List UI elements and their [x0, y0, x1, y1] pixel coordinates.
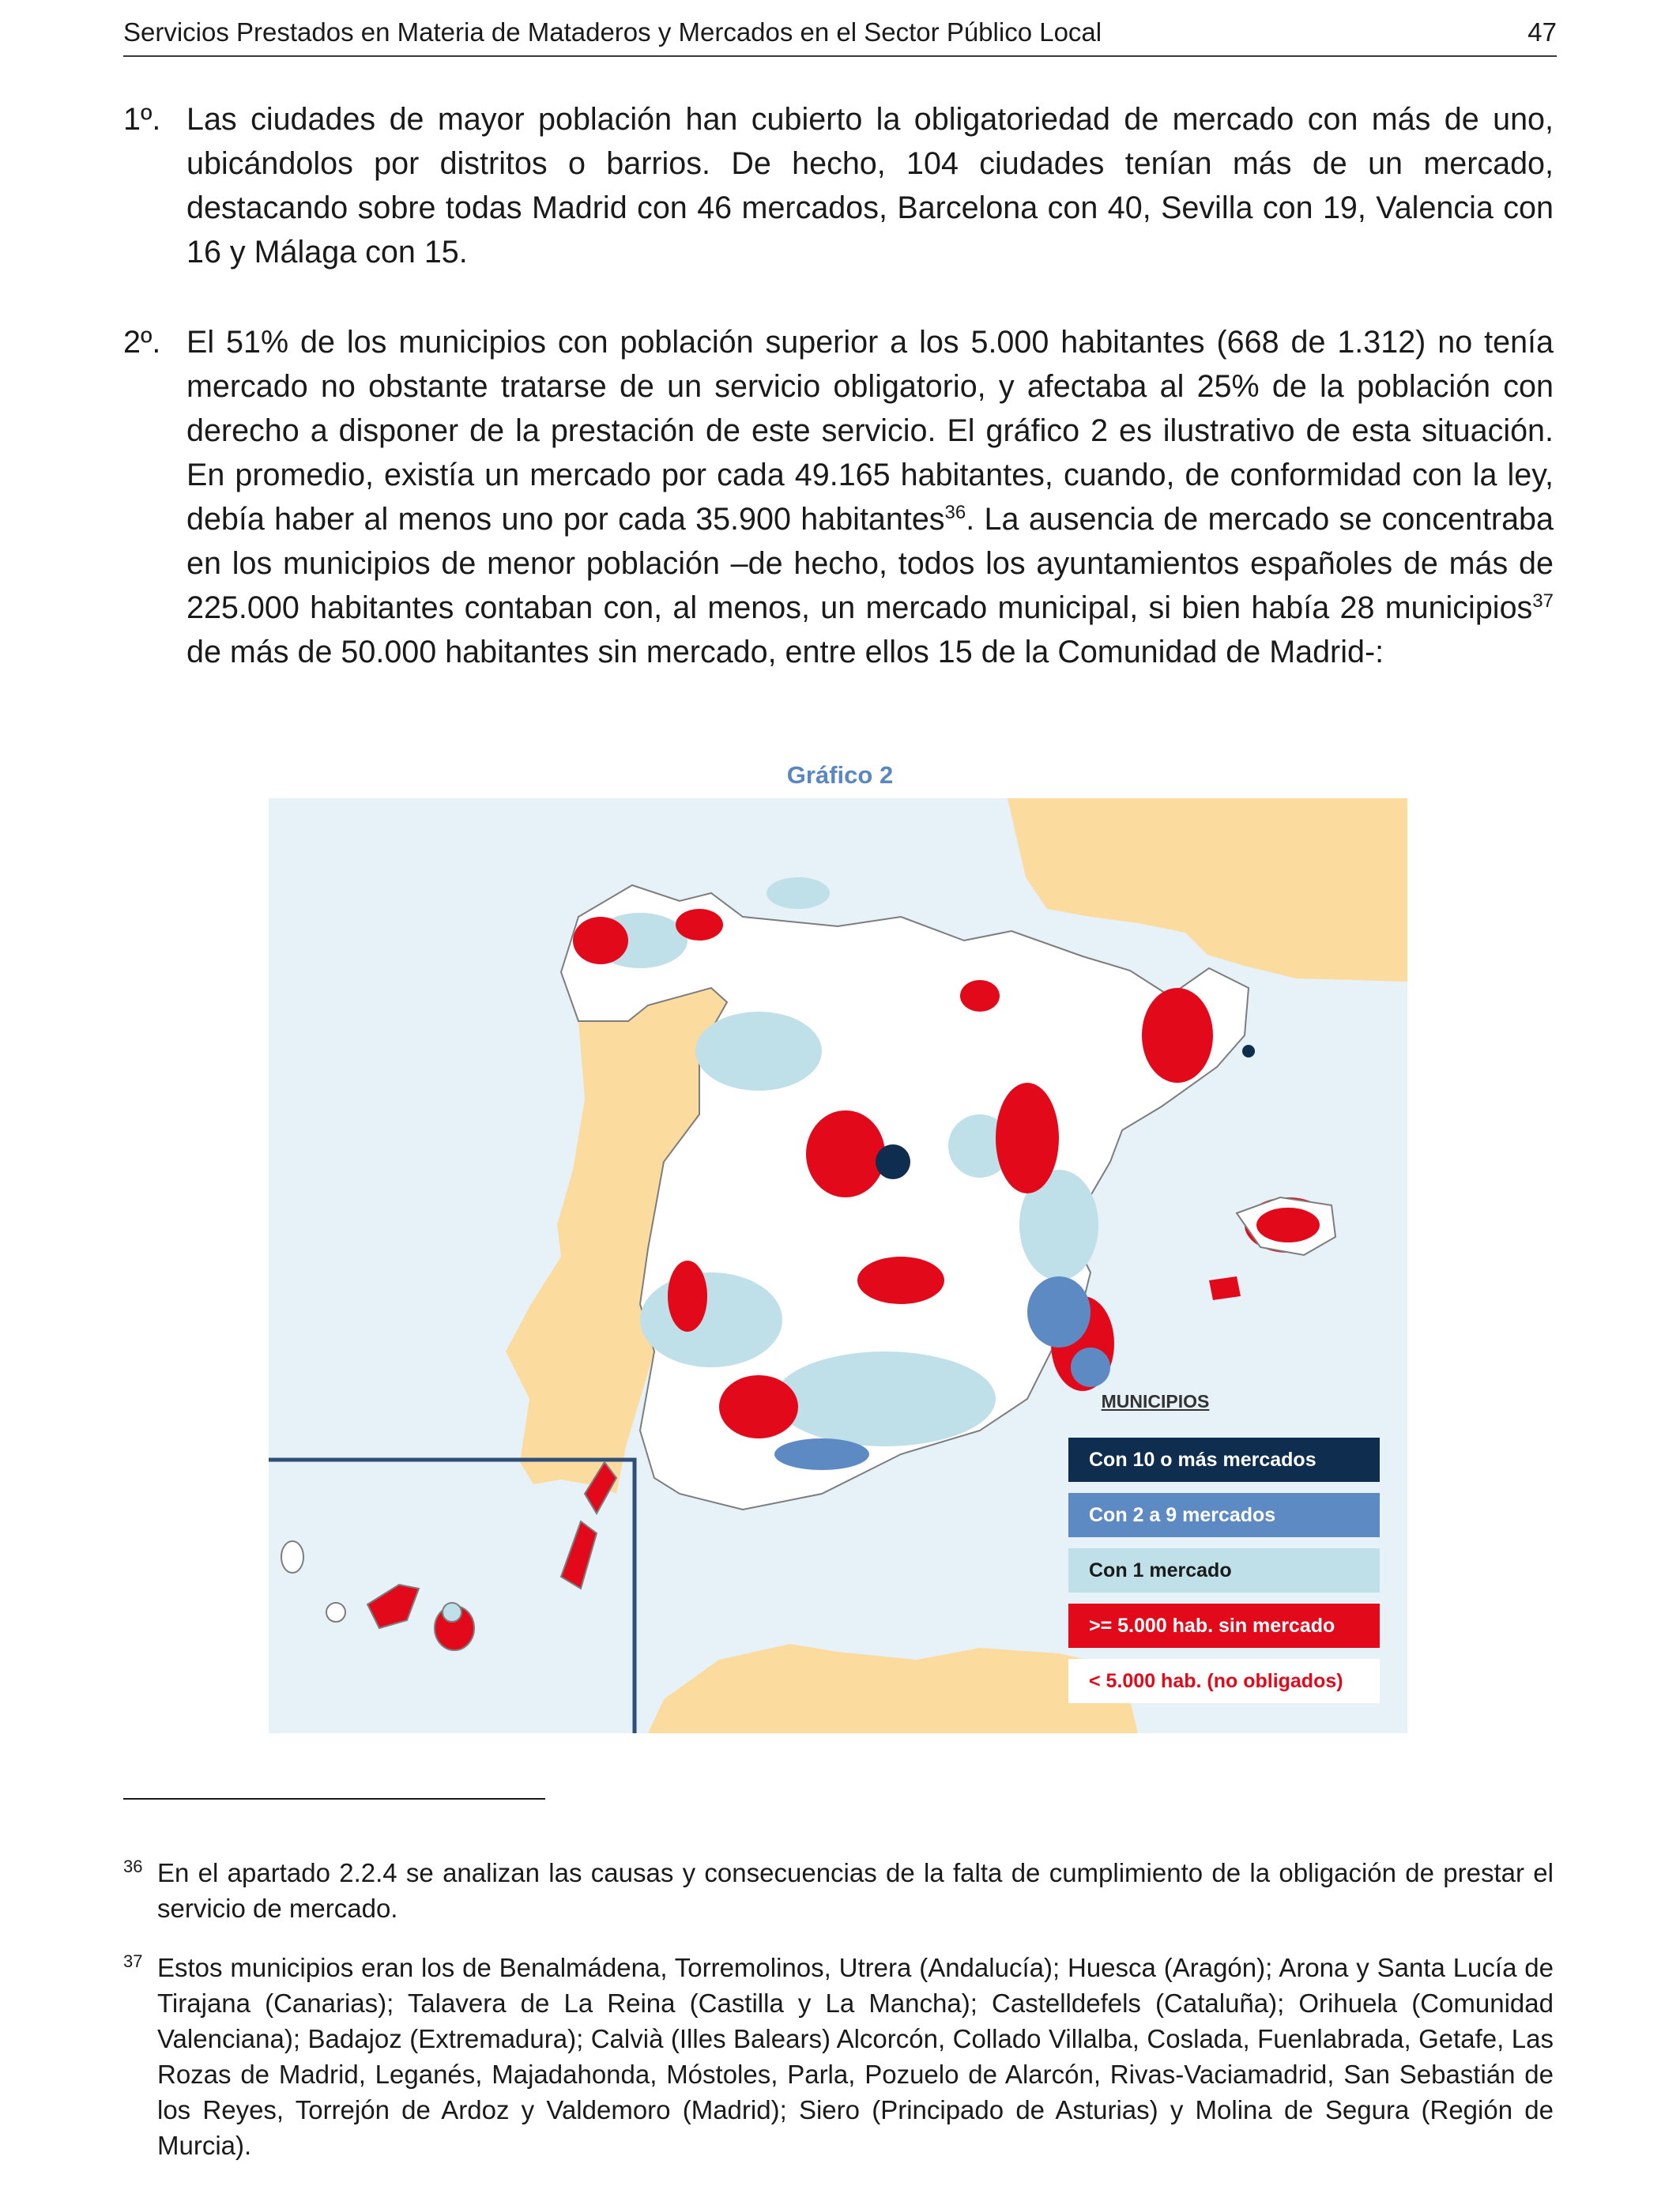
page-number: 47	[1527, 17, 1557, 47]
legend-title: MUNICIPIOS	[1101, 1391, 1210, 1412]
legend-item-not-obliged: < 5.000 hab. (no obligados)	[1068, 1659, 1380, 1703]
footnote-text: Estos municipios eran los de Benalmádena, Torremolinos, Utrera (Andalucía); Huesca (Aragón); Arona y Santa Lucía de Tirajana (Canarias); Talavera de La Reina (Castilla y La Mancha); Castelldefels (Cataluña); Orihuela (Comunidad Valenciana); Badajoz (Extremadura); Calvià (Illes Balears) Alcorcón, Collado Villalba, Coslada, Fuenlabrada, Getafe, Las Rozas de Madrid, Leganés, Majadahonda, Móstoles, Parla, Pozuelo de Alarcón, Rivas-Vaciamadrid, San Sebastián de los Reyes, Torrejón de Ardoz y Valdemoro (Madrid); Siero (Principado de Asturias) y Molina de Segura (Región de Murcia).	[157, 1953, 1554, 2160]
header-title: Servicios Prestados en Materia de Mataderos y Mercados en el Sector Público Local	[123, 17, 1102, 47]
figure-title: Gráfico 2	[786, 761, 894, 789]
legend-item-no-market: >= 5.000 hab. sin mercado	[1068, 1604, 1380, 1648]
balearic-no-market	[1256, 1208, 1320, 1242]
footnote-text: En el apartado 2.2.4 se analizan las causas y consecuencias de la falta de cumplimiento de la obligación de prestar el servicio de mercado.	[157, 1858, 1554, 1923]
paragraph-number: 2º.	[123, 325, 161, 360]
footnote-number: 37	[123, 1951, 143, 1971]
paragraph-1	[123, 97, 1554, 274]
legend-item-2-to-9-markets: Con 2 a 9 mercados	[1068, 1493, 1380, 1537]
paragraph-text: Las ciudades de mayor población han cubierto la obligatoriedad de mercado con más de uno, ubicándolos por distritos o barrios. De hecho, 104 ciudades tenían más de un mercado, destacando sobre todas Madrid con 46 mercados, Barcelona con 40, Sevilla con 19, Valencia con 16 y Málaga con 15.	[186, 102, 1554, 270]
legend-item-10-plus-markets: Con 10 o más mercados	[1068, 1438, 1380, 1482]
legend-item-1-market: Con 1 mercado	[1068, 1548, 1380, 1593]
paragraph-text-part: de más de 50.000 habitantes sin mercado, entre ellos 15 de la Comunidad de Madrid-:	[186, 635, 1384, 669]
page-header	[123, 14, 1557, 57]
paragraph-text-part: El 51% de los municipios con población superior a los 5.000 habitantes (668 de 1.312) no tenía mercado no obstante tratarse de un servicio obligatorio, y afectaba al 25% de la población con derecho a disponer de la prestación de este servicio. El gráfico 2 es ilustrativo de esta situación. En promedio, existía un mercado por cada 49.165 habitantes, cuando, de conformidad con la ley, debía haber al menos uno por cada 35.900 habitantes	[186, 325, 1554, 537]
footnote-37	[123, 1950, 1554, 2163]
footnote-number: 36	[123, 1857, 143, 1876]
ibiza	[1209, 1276, 1241, 1300]
map-legend	[1068, 1391, 1380, 1714]
paragraph-2	[123, 320, 1554, 674]
footnote-36	[123, 1855, 1554, 1926]
footnote-separator	[123, 1798, 545, 1800]
paragraph-text	[186, 320, 1554, 674]
paragraph-text-part: . La ausencia de mercado se concentraba en los municipios de menor población –de hecho, todos los ayuntamientos españoles de más de 225.000 habitantes contaban con, al menos, un mercado municipal, si bien había 28 municipios	[186, 502, 1554, 625]
paragraph-number: 1º.	[123, 102, 161, 137]
footnote-ref-37[interactable]: 37	[1532, 590, 1554, 612]
spain-markets-map	[269, 798, 1407, 1733]
footnote-ref-36[interactable]: 36	[944, 501, 966, 523]
